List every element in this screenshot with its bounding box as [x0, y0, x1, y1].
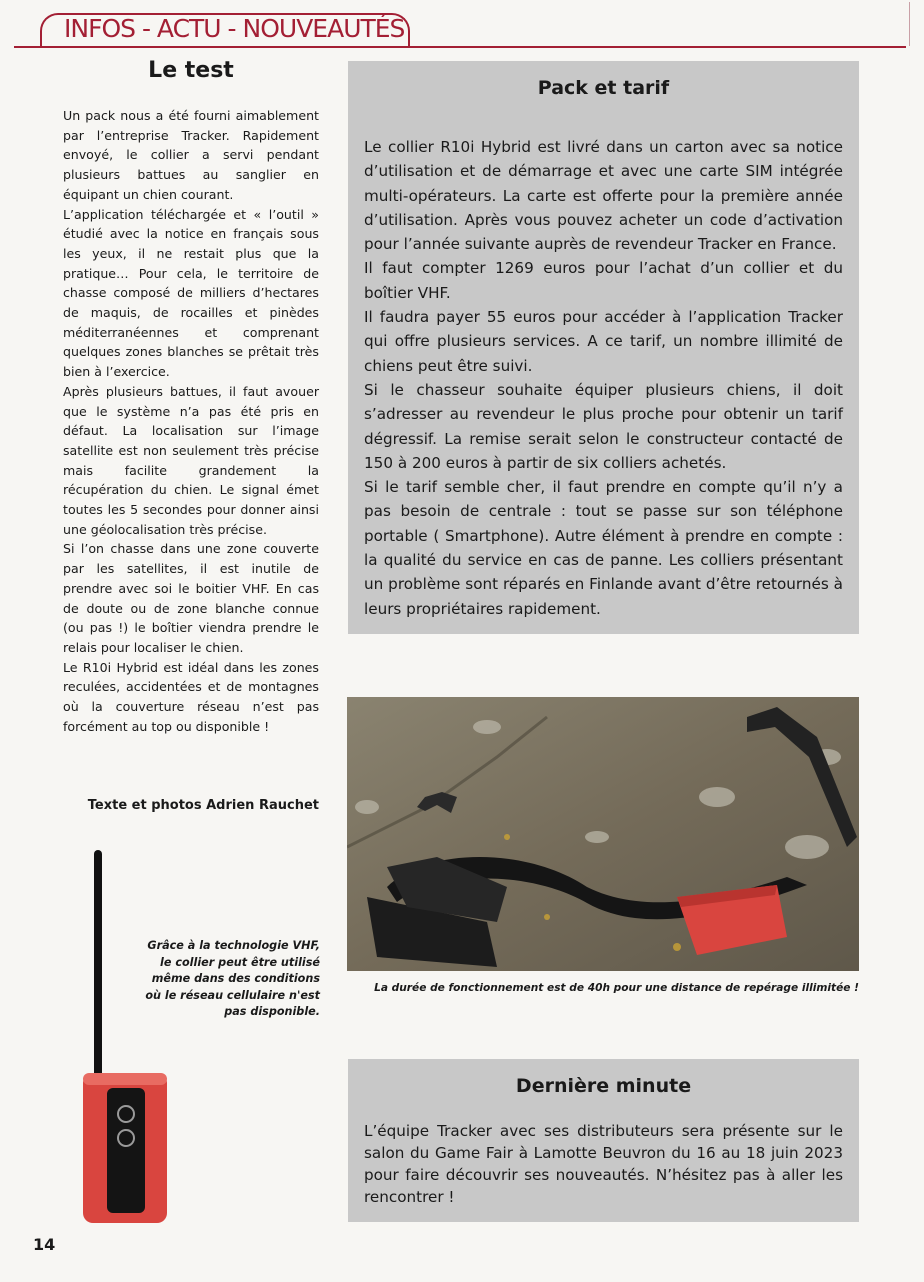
- pack-tarif-body: [364, 135, 843, 621]
- derniere-minute-body: [364, 1120, 843, 1208]
- derniere-minute-title: Dernière minute: [515, 1075, 692, 1097]
- pack-tarif-title: Pack et tarif: [537, 77, 670, 99]
- collar-photo: [347, 697, 859, 971]
- vhf-device-photo: [80, 848, 180, 1228]
- article-paragraph: Un pack nous a été fourni aimablement par l’entreprise Tracker. Rapidement envoyé, le collier a servi pendant plusieurs battues au sanglier en équipant un chien courant.: [63, 108, 319, 202]
- header-edge-line: [909, 2, 910, 46]
- derniere-minute-text: L’équipe Tracker avec ses distributeurs sera présente sur le salon du Game Fair à Lamotte Beuvron du 16 au 18 juin 2023 pour faire découvrir ses nouveautés. N’hésitez pas à aller les rencontrer !: [364, 1122, 843, 1206]
- pack-tarif-paragraph: Si le tarif semble cher, il faut prendre en compte qu’il n’y a pas besoin de centrale : tout se passe sur son téléphone portable ( Smartphone). Autre élément à prendre en compte : la qualité du service en cas de panne. Les colliers présentant un problème sont réparés en Finlande avant d’être retournés à leurs propriétaires rapidement.: [364, 478, 843, 618]
- pack-tarif-paragraph: Si le chasseur souhaite équiper plusieurs chiens, il doit s’adresser au revendeur le plus proche pour obtenir un tarif dégressif. La remise serait selon le constructeur contacté de 150 à 200 euros à partir de six colliers achetés.: [364, 380, 843, 472]
- collar-photo-illustration: [347, 697, 859, 971]
- vhf-device-illustration: [80, 848, 180, 1228]
- page-number: 14: [33, 1235, 56, 1254]
- pack-tarif-box: [348, 61, 859, 634]
- photo-credit: Texte et photos Adrien Rauchet: [87, 798, 319, 813]
- pack-tarif-paragraph: Il faut compter 1269 euros pour l’achat d’un collier et du boîtier VHF.: [364, 259, 843, 302]
- section-title: INFOS - ACTU - NOUVEAUTÉS: [64, 14, 405, 43]
- pack-tarif-paragraph: Il faudra payer 55 euros pour accéder à l’application Tracker qui offre plusieurs services. A ce tarif, un nombre illimité de chiens peut être suivi.: [364, 308, 843, 375]
- pack-tarif-paragraph: Le collier R10i Hybrid est livré dans un carton avec sa notice d’utilisation et de démarrage et avec une carte SIM intégrée multi-opérateurs. La carte est offerte pour la première année d’utilisation. Après vous pouvez acheter un code d’activation pour l’année suivante auprès de revendeur Tracker en France.: [364, 138, 843, 254]
- article-paragraph: Après plusieurs battues, il faut avouer que le système n’a pas été pris en défaut. La localisation sur l’image satellite est non seulement très précise mais facilite grandement la récupération du chien. Le signal émet toutes les 5 secondes pour donner ainsi une géolocalisation très précise.: [63, 383, 319, 537]
- photo-caption: La durée de fonctionnement est de 40h pour une distance de repérage illimitée !: [374, 982, 859, 994]
- article-body: [63, 106, 319, 737]
- article-paragraph: L’application téléchargée et « l’outil » étudié avec la notice en français sous les yeux, il ne restait plus que la pratique… Pour cela, le territoire de chasse composé de milliers d’hectares de maquis, de rocailles et pinèdes méditerranéennes et comprenant quelques zones blanches se prêtait très bien à l’exercice.: [63, 206, 319, 380]
- article-paragraph: Si l’on chasse dans une zone couverte par les satellites, il est inutile de prendre avec soi le boitier VHF. En cas de doute ou de zone blanche connue (ou pas !) le boîtier viendra prendre le relais pour localiser le chien.: [63, 541, 319, 655]
- article-title: Le test: [148, 58, 234, 83]
- derniere-minute-box: [348, 1059, 859, 1222]
- device-caption: Grâce à la technologie VHF, le collier peut être utilisé même dans des conditions où le réseau cellulaire n'est pas disponible.: [145, 939, 320, 1018]
- article-paragraph: Le R10i Hybrid est idéal dans les zones reculées, accidentées et de montagnes où la couverture réseau n’est pas forcément au top ou disponible !: [63, 659, 319, 734]
